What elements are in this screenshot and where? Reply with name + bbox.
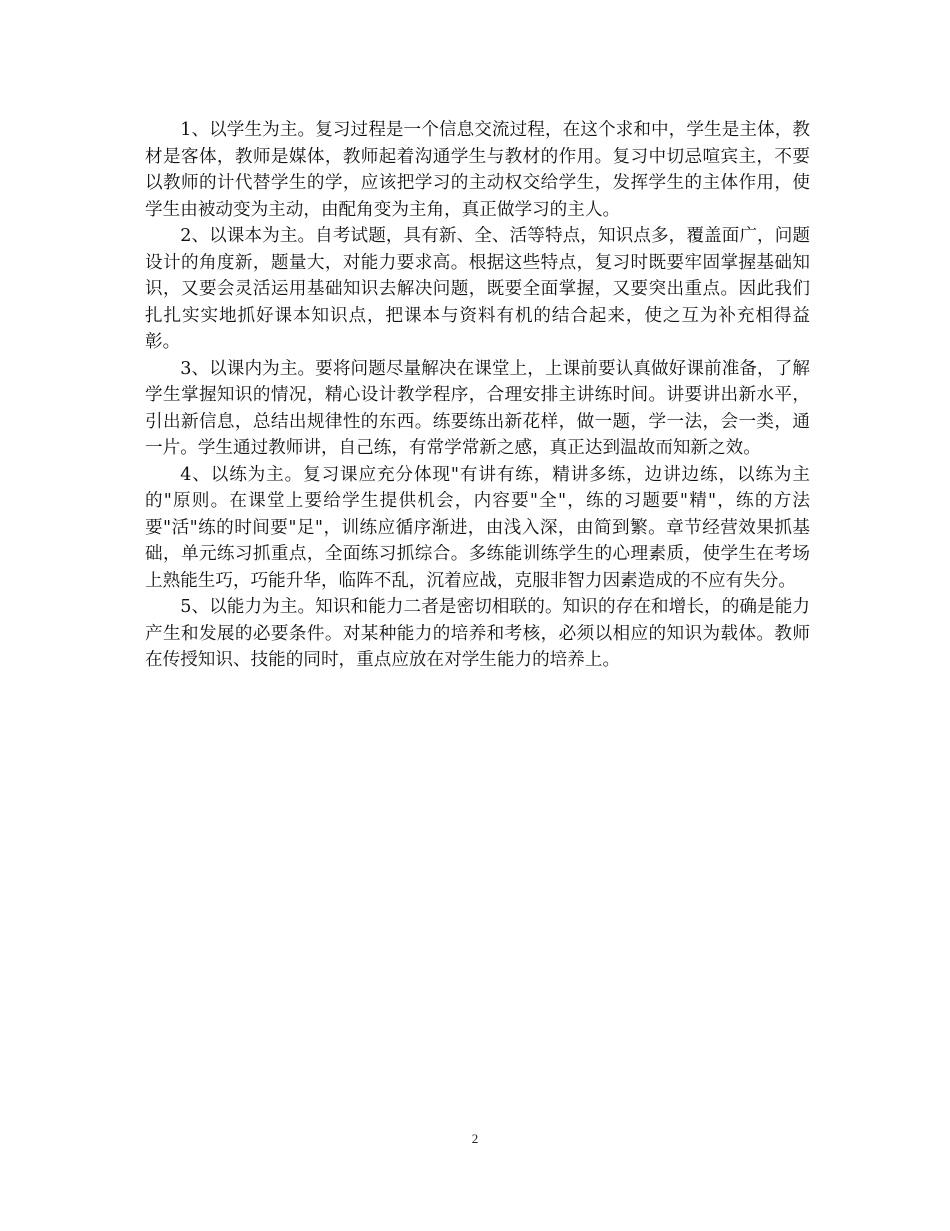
paragraph-4: 4、以练为主。复习课应充分体现"有讲有练，精讲多练，边讲边练，以练为主的"原则。在课堂上要给学生提供机会，内容要"全"，练的习题要"精"，练的方法要"活"练的时间要"足"，训练应循序渐进，由浅入深，由简到繁。章节经营效果抓基础，单元练习抓重点，全面练习抓综合。多练能训练学生的心理素质，使学生在考场上熟能生巧，巧能升华，临阵不乱，沉着应战，克服非智力因素造成的不应有失分。 [145, 464, 810, 591]
paragraph-2: 2、以课本为主。自考试题，具有新、全、活等特点，知识点多，覆盖面广，问题设计的角度新，题量大，对能力要求高。根据这些特点，复习时既要牢固掌握基础知识，又要会灵活运用基础知识去解决问题，既要全面掌握，又要突出重点。因此我们扎扎实实地抓好课本知识点，把课本与资料有机的结合起来，使之互为补充相得益彰。 [145, 226, 810, 352]
paragraph-1: 1、以学生为主。复习过程是一个信息交流过程，在这个求和中，学生是主体，教材是客体，教师是媒体，教师起着沟通学生与教材的作用。复习中切忌喧宾主，不要以教师的计代替学生的学，应该把学习的主动权交给学生，发挥学生的主体作用，使学生由被动变为主动，由配角变为主角，真正做学习的主人。 [145, 120, 810, 220]
page-number: 2 [471, 1131, 479, 1146]
paragraph-3: 3、以课内为主。要将问题尽量解决在课堂上，上课前要认真做好课前准备，了解学生掌握知识的情况，精心设计教学程序，合理安排主讲练时间。讲要讲出新水平，引出新信息，总结出规律性的东西。练要练出新花样，做一题，学一法，会一类，通一片。学生通过教师讲，自己练，有常学常新之感，真正达到温故而知新之效。 [145, 358, 810, 458]
body-text [145, 117, 810, 674]
paragraph-5: 5、以能力为主。知识和能力二者是密切相联的。知识的存在和增长，的确是能力产生和发展的必要条件。对某种能力的培养和考核，必须以相应的知识为载体。教师在传授知识、技能的同时，重点应放在对学生能力的培养上。 [145, 597, 810, 670]
